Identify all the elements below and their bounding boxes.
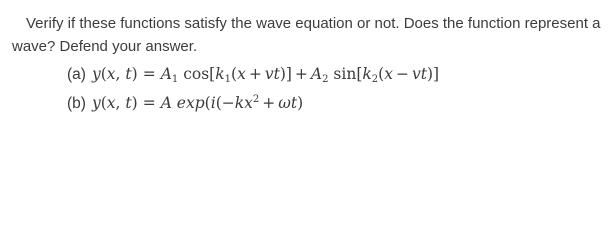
equation-b [67, 94, 303, 113]
equation-a [67, 65, 439, 85]
equation-b-label: (b) [67, 95, 86, 112]
equation-a-formula: y(x, $t) = A_1$ $\cos[k_1(x + vt)] + A_2$ $\sin[k_2(x - vt)]$ [91, 65, 440, 85]
equation-a-label: (a) [67, 66, 86, 83]
question-text: Verify if these functions satisfy the wave equation or not. Does the function represent a wave? Defend your answer. [12, 15, 601, 55]
equation-b-formula: y(x, t) = A $\exp(i(-kx^2 + \omega t)$ [91, 94, 304, 112]
